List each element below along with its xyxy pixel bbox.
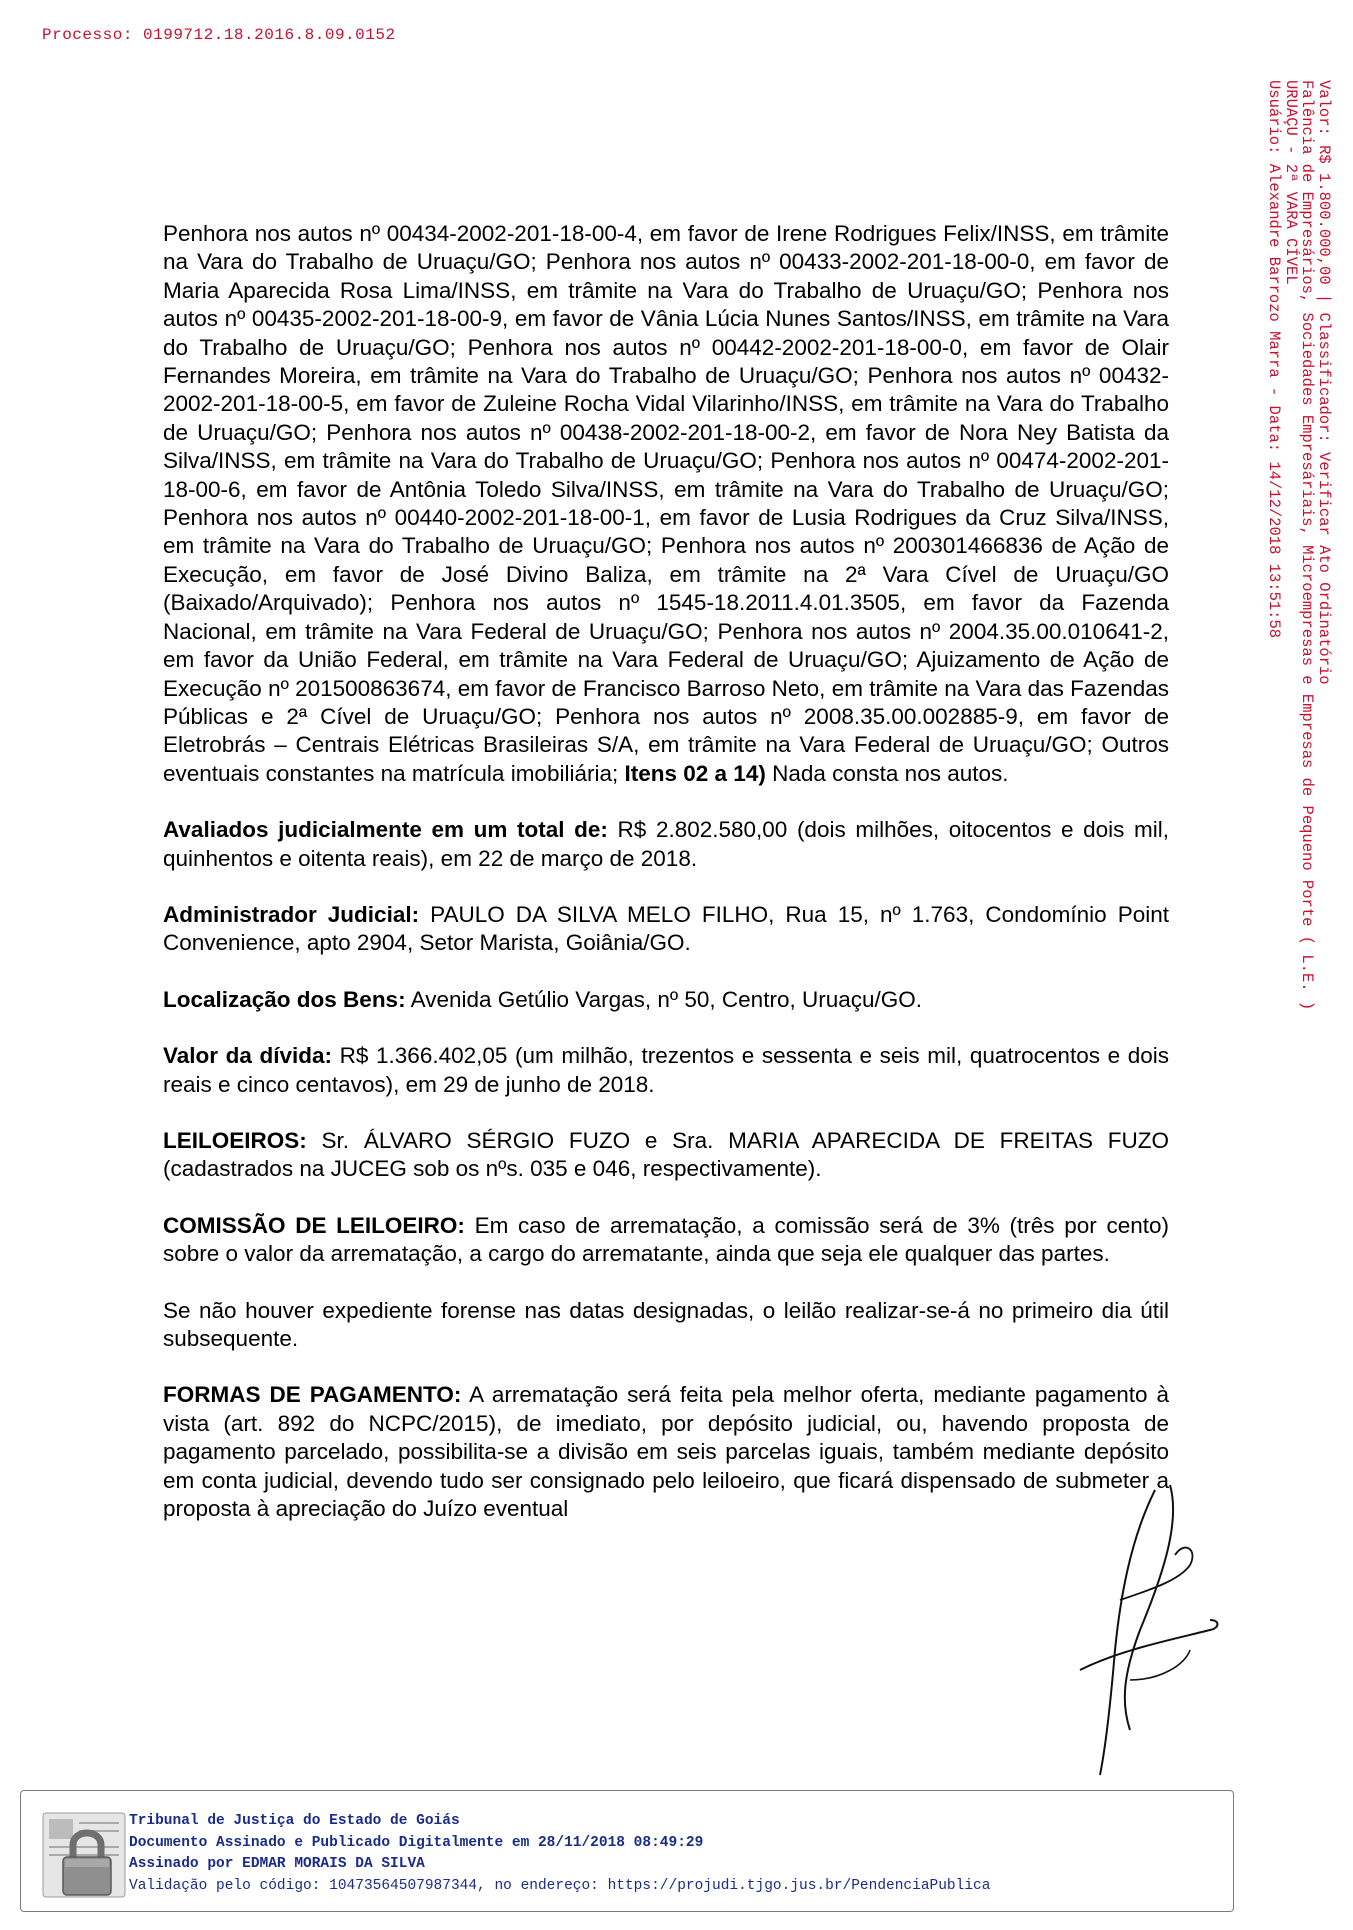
debt-label: Valor da dívida: — [163, 1043, 333, 1069]
commission-paragraph — [163, 1212, 1169, 1269]
location-label: Localização dos Bens: — [163, 986, 406, 1012]
validation-code: Validação pelo código: 10473564507987344, no endereço: https://projudi.tjgo.jus.br/PendenciaPublica — [129, 1877, 991, 1894]
footer-text — [129, 1811, 990, 1897]
commission-text: Em caso de arrematação, a comissão será de 3% (três por cento) sobre o valor da arrematação, a cargo do arrematante, ainda que seja ele qualquer das partes. — [163, 1212, 1169, 1267]
items-label: Itens 02 a 14) — [624, 760, 766, 786]
debt-text: R$ 1.366.402,05 (um milhão, trezentos e sessenta e seis mil, quatrocentos e dois reais e cinco centavos), em 29 de junho de 2018. — [163, 1043, 1169, 1097]
court-name: Tribunal de Justiça do Estado de Goiás — [129, 1813, 460, 1829]
administrator-text: PAULO DA SILVA MELO FILHO, Rua 15, nº 1.763, Condomínio Point Convenience, apto 2904, Setor Marista, Goiânia/GO. — [163, 901, 1169, 956]
administrator-label: Administrador Judicial: — [163, 901, 420, 927]
signed-date: Documento Assinado e Publicado Digitalmente em 28/11/2018 08:49:29 — [129, 1834, 704, 1851]
signer-name: Assinado por EDMAR MORAIS DA SILVA — [129, 1856, 425, 1872]
padlock-icon — [35, 1807, 135, 1903]
process-number: Processo: 0199712.18.2016.8.09.0152 — [42, 26, 396, 44]
auctioneers-paragraph — [163, 1127, 1169, 1184]
payment-paragraph — [163, 1381, 1169, 1523]
payment-label: FORMAS DE PAGAMENTO: — [163, 1382, 462, 1408]
handwritten-signature — [1060, 1480, 1230, 1780]
liens-text: Penhora nos autos nº 00434-2002-201-18-00-4, em favor de Irene Rodrigues Felix/INSS, em trâmite na Vara do Trabalho de Uruaçu/GO; Penhora nos autos nº 00433-2002-201-18-00-0, em favor de Maria Aparecida Rosa Lima/INSS, em trâmite na Vara do Trabalho de Uruaçu/GO; Penhora nos autos nº 00435-2002-201-18-00-9, em favor de Vânia Lúcia Nunes Santos/INSS, em trâmite na Vara do Trabalho de Uruaçu/GO; Penhora nos autos nº 00442-2002-201-18-00-0, em favor de Olair Fernandes Moreira, em trâmite na Vara do Trabalho de Uruaçu/GO; Penhora nos autos nº 00432-2002-201-18-00-5, em favor de Zuleine Rocha Vidal Vilarinho/INSS, em trâmite na Vara do Trabalho de Uruaçu/GO; Penhora nos autos nº 00438-2002-201-18-00-2, em favor de Nora Ney Batista da Silva/INSS, em trâmite na Vara do Trabalho de Uruaçu/GO; Penhora nos autos nº 00474-2002-201-18-00-6, em favor de Antônia Toledo Silva/INSS, em trâmite na Vara do Trabalho de Uruaçu/GO; Penhora nos autos nº 00440-2002-201-18-00-1, em favor de Lusia Rodrigues da Cruz Silva/INSS, em trâmite na Vara do Trabalho de Uruaçu/GO; Penhora nos autos nº 200301466836 de Ação de Execução, em favor de José Divino Baliza, em trâmite na 2ª Vara Cível de Uruaçu/GO (Baixado/Arquivado); Penhora nos autos nº 1545-18.2011.4.01.3505, em favor da Fazenda Nacional, em trâmite na Vara Federal de Uruaçu/GO; Penhora nos autos nº 2004.35.00.010641-2, em favor da União Federal, em trâmite na Vara Federal de Uruaçu/GO; Ajuizamento de Ação de Execução nº 201500863674, em favor de Francisco Barroso Neto, em trâmite na Vara das Fazendas Públicas e 2ª Cível de Uruaçu/GO; Penhora nos autos nº 2008.35.00.002885-9, em favor de Eletrobrás – Centrais Elétricas Brasileiras S/A, em trâmite na Vara Federal de Uruaçu/GO; Outros eventuais constantes na matrícula imobiliária; — [163, 221, 1169, 786]
commission-label: COMISSÃO DE LEILOEIRO: — [163, 1212, 465, 1238]
liens-paragraph — [163, 220, 1169, 788]
valuation-paragraph — [163, 816, 1169, 873]
payment-text: A arrematação será feita pela melhor oferta, mediante pagamento à vista (art. 892 do NCPC/2015), de imediato, por depósito judicial, ou, havendo proposta de pagamento parcelado, possibilita-se a divisão em seis parcelas iguais, também mediante depósito em conta judicial, devendo tudo ser consignado pelo leiloeiro, que ficará dispensado de submeter a proposta à apreciação do Juízo eventual — [163, 1382, 1169, 1522]
side-meta-user-line: Usuário: Alexandre Barrozo Marra - Data: 14/12/2018 13:51:58 — [1265, 80, 1284, 639]
administrator-paragraph — [163, 901, 1169, 958]
holiday-text: Se não houver expediente forense nas datas designadas, o leilão realizar-se-á no primeiro dia útil subsequente. — [163, 1297, 1169, 1351]
side-meta-court-line: URUAÇU - 2ª VARA CÍVEL — [1282, 80, 1300, 285]
side-meta-class-line: Falência de Empresários, Sociedades Empresáriais, Microempresas e Empresas de Pequeno Porte ( L.E. ) — [1298, 80, 1317, 1011]
valuation-text: R$ 2.802.580,00 (dois milhões, oitocentos e dois mil, quinhentos e oitenta reais), em 22 de março de 2018. — [163, 817, 1169, 871]
location-text: Avenida Getúlio Vargas, nº 50, Centro, Uruaçu/GO. — [410, 986, 922, 1012]
items-text: Nada consta nos autos. — [772, 760, 1009, 786]
side-meta-value-line: Valor: R$ 1.800.000,00 | Classificador: Verificar Ato Ordinatório — [1315, 80, 1333, 685]
valuation-label: Avaliados judicialmente em um total de: — [163, 817, 608, 843]
debt-paragraph — [163, 1042, 1169, 1099]
digital-signature-footer — [20, 1790, 1234, 1912]
document-body — [163, 220, 1169, 1551]
auctioneers-label: LEILOEIROS: — [163, 1127, 307, 1153]
side-metadata — [1242, 80, 1332, 1340]
location-paragraph — [163, 986, 1169, 1014]
auctioneers-text: Sr. ÁLVARO SÉRGIO FUZO e Sra. MARIA APARECIDA DE FREITAS FUZO (cadastrados na JUCEG sob os nºs. 035 e 046, respectivamente). — [163, 1127, 1169, 1182]
holiday-paragraph — [163, 1297, 1169, 1354]
